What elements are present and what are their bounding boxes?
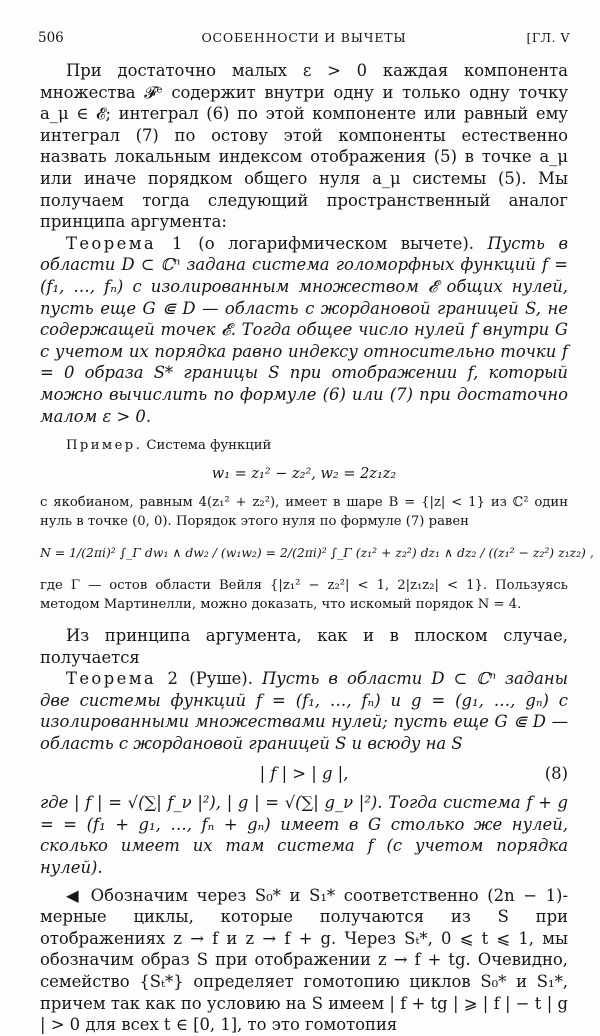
equation-8-number: (8) [544,763,568,783]
theorem-2-statement: Пусть в области D ⊂ ℂⁿ заданы две системы функций f = (f₁, …, fₙ) и g = (g₁, …, gₙ) с изолированными множествами нулей; пусть еще G ⋐ D — область с жордановой границей S и всюду на S [40,669,569,754]
paragraph-intro: При достаточно малых ε > 0 каждая компонента множества 𝓕ᵉ содержит внутри одну и только одну точку a_μ ∈ 𝓔; интеграл (6) по этой компоненте или равный ему интеграл (7) по остову этой компоненты естественно назвать локальным индексом отображения (5) в точке a_μ или иначе порядком общего нуля a_μ системы (5). Мы получаем тогда следующий пространственный аналог принципа аргумента: [40,61,568,232]
theorem-2-name: (Руше). [180,669,262,689]
chapter-label: [ГЛ. V [526,30,570,45]
paragraph-corollary: Из принципа аргумента, как и в плоском случае, получается [40,626,568,667]
example-formula-order: N = 1/(2πi)² ∫_Γ dw₁ ∧ dw₂ / (w₁w₂) = 2/(2πi)² ∫_Γ (z₁² + z₂²) dz₁ ∧ dz₂ / ((z₁² − z₂²) z₁z₂) , [40,545,594,561]
equation-8 [40,763,568,785]
example-formula-functions: w₁ = z₁² − z₂², w₂ = 2z₁z₂ [211,465,397,482]
example-block [40,437,594,615]
example-intro [40,437,568,456]
theorem-1 [40,233,568,427]
theorem-2-heading: Теорема 2 [66,669,181,689]
theorem-1-heading: Теорема 1 [66,233,185,253]
theorem-2 [40,668,568,754]
example-heading: Пример. [66,438,143,454]
theorem-1-name: (о логарифмическом вычете). [184,233,488,253]
page-number: 506 [38,30,64,46]
theorem-1-statement: Пусть в области D ⊂ ℂⁿ задана система голоморфных функций f = (f₁, …, fₙ) с изолированным множеством 𝓔 общих нулей, пусть еще G ⋐ D — область с жордановой границей S, не содержащей точек 𝓔. Тогда общее число нулей f внутри G с учетом их порядка равно индексу относительно точки f = 0 образа S* границы S при отображении f, который можно вычислить по формуле (6) или (7) при достаточно малом ε > 0. [40,233,569,426]
example-lead: Система функций [142,438,272,454]
page-body [40,60,594,1036]
equation-8-body: | f | > | g |, [259,763,349,783]
theorem-2-conclusion: где | f | = √(∑| f_ν |²), | g | = √(∑| g_ν |²). Тогда система f + g = = (f₁ + g₁, …, fₙ + gₙ) имеет в G столько же нулей, сколько имеет их там система f (с учетом порядка нулей). [40,793,568,878]
proof-paragraph: ◀ Обозначим через S₀* и S₁* соответственно (2n − 1)-мерные циклы, которые получаются из S при отображениях z → f и z → f + g. Через Sₜ*, 0 ⩽ t ⩽ 1, мы обозначим образ S при отображении z → f + tg. Очевидно, семейство {Sₜ*} определяет гомотопию циклов S₀* и S₁*, причем так как по условию на S имеем | f + tg | ⩾ | f | − t | g | > 0 для всех t ∈ [0, 1], то это гомотопия [40,885,568,1035]
example-conclusion: где Γ — остов области Вейля {|z₁² − z₂²| < 1, 2|z₁z₂| < 1}. Пользуясь методом Мартинелли, можно доказать, что искомый порядок N = 4. [40,578,568,613]
running-header [38,30,570,50]
running-title: ОСОБЕННОСТИ И ВЫЧЕТЫ [201,30,407,45]
example-jacobian-text: с якобианом, равным 4(z₁² + z₂²), имеет в шаре B = {|z| < 1} из ℂ² один нуль в точке (0, 0). Порядок этого нуля по формуле (7) равен [40,494,568,529]
